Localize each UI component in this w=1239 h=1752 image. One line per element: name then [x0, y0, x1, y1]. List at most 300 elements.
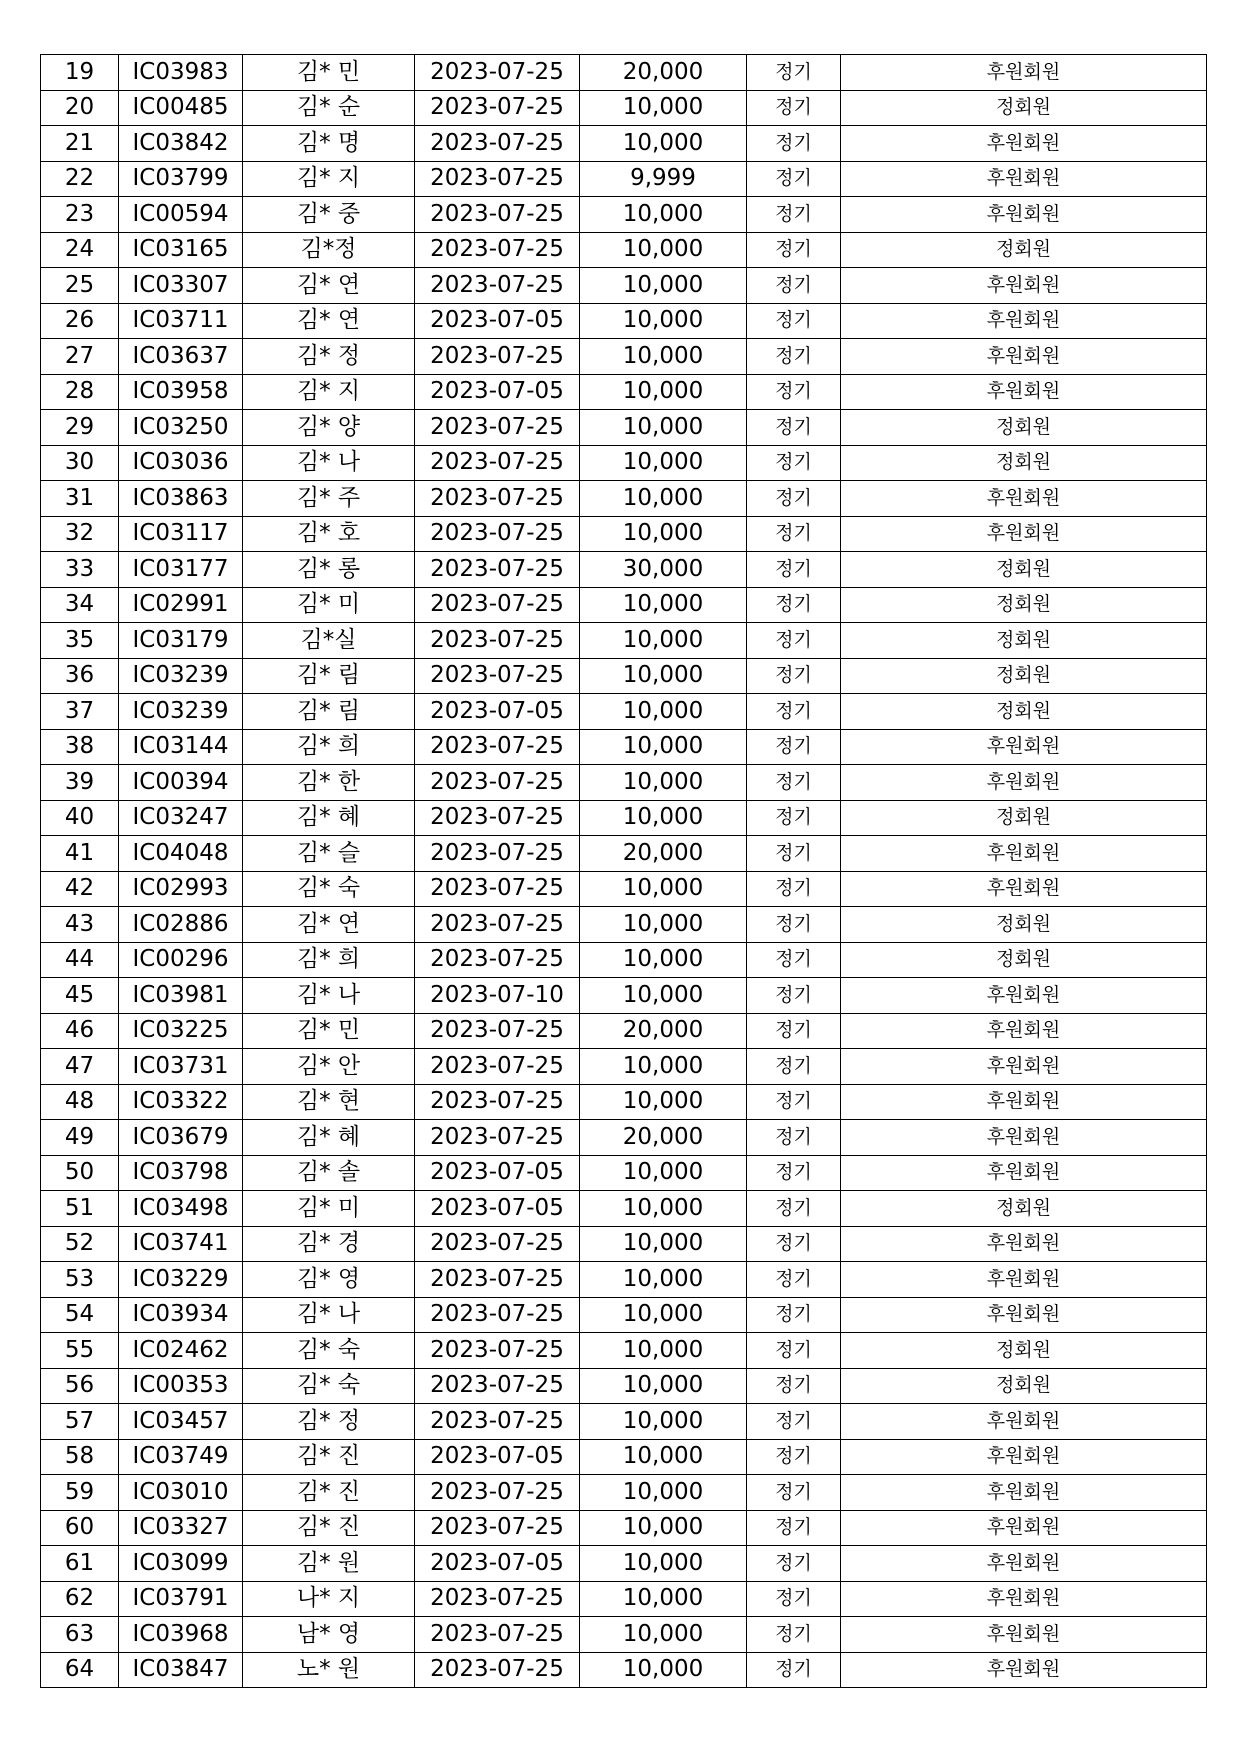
member-category-cell: 정회원	[841, 410, 1207, 446]
table-row	[41, 1617, 1207, 1653]
member-category-cell: 후원회원	[841, 1510, 1207, 1546]
member-category-cell: 후원회원	[841, 55, 1207, 91]
row-number-cell: 42	[41, 871, 119, 907]
member-name-cell: 김* 순	[243, 90, 415, 126]
member-name-cell: 김* 경	[243, 1226, 415, 1262]
row-number-cell: 25	[41, 268, 119, 304]
row-number-cell: 34	[41, 587, 119, 623]
table-row	[41, 481, 1207, 517]
payment-date-cell: 2023-07-05	[415, 1191, 580, 1227]
member-id-cell: IC03099	[119, 1546, 243, 1582]
member-name-cell: 김* 미	[243, 1191, 415, 1227]
member-id-cell: IC03322	[119, 1084, 243, 1120]
table-row	[41, 907, 1207, 943]
member-name-cell: 김* 혜	[243, 1120, 415, 1156]
row-number-cell: 30	[41, 445, 119, 481]
member-category-cell: 후원회원	[841, 1581, 1207, 1617]
member-name-cell: 김* 숙	[243, 1333, 415, 1369]
amount-cell: 10,000	[580, 516, 747, 552]
amount-cell: 10,000	[580, 1262, 747, 1298]
row-number-cell: 39	[41, 765, 119, 801]
payment-date-cell: 2023-07-25	[415, 942, 580, 978]
donation-type-cell: 정기	[747, 552, 841, 588]
member-id-cell: IC03327	[119, 1510, 243, 1546]
payment-date-cell: 2023-07-25	[415, 1262, 580, 1298]
table-row	[41, 1510, 1207, 1546]
donation-type-cell: 정기	[747, 410, 841, 446]
member-id-cell: IC03799	[119, 161, 243, 197]
amount-cell: 10,000	[580, 410, 747, 446]
table-row	[41, 303, 1207, 339]
member-category-cell: 후원회원	[841, 197, 1207, 233]
row-number-cell: 57	[41, 1404, 119, 1440]
payment-date-cell: 2023-07-25	[415, 232, 580, 268]
donation-type-cell: 정기	[747, 232, 841, 268]
table-row	[41, 1191, 1207, 1227]
payment-date-cell: 2023-07-25	[415, 445, 580, 481]
payment-date-cell: 2023-07-25	[415, 1617, 580, 1653]
donation-type-cell: 정기	[747, 694, 841, 730]
table-row	[41, 90, 1207, 126]
member-category-cell: 후원회원	[841, 836, 1207, 872]
amount-cell: 10,000	[580, 445, 747, 481]
table-row	[41, 1049, 1207, 1085]
donation-type-cell: 정기	[747, 587, 841, 623]
table-row	[41, 126, 1207, 162]
row-number-cell: 47	[41, 1049, 119, 1085]
table-row	[41, 1297, 1207, 1333]
donation-type-cell: 정기	[747, 1049, 841, 1085]
row-number-cell: 38	[41, 729, 119, 765]
member-name-cell: 김* 연	[243, 303, 415, 339]
table-row	[41, 410, 1207, 446]
amount-cell: 10,000	[580, 1439, 747, 1475]
amount-cell: 10,000	[580, 126, 747, 162]
payment-date-cell: 2023-07-25	[415, 1084, 580, 1120]
payment-date-cell: 2023-07-05	[415, 374, 580, 410]
payment-date-cell: 2023-07-25	[415, 552, 580, 588]
table-row	[41, 694, 1207, 730]
table-row	[41, 339, 1207, 375]
member-id-cell: IC03863	[119, 481, 243, 517]
amount-cell: 10,000	[580, 978, 747, 1014]
member-name-cell: 김* 숙	[243, 1368, 415, 1404]
member-name-cell: 김* 솔	[243, 1155, 415, 1191]
member-id-cell: IC03117	[119, 516, 243, 552]
member-category-cell: 정회원	[841, 1333, 1207, 1369]
payment-date-cell: 2023-07-25	[415, 1510, 580, 1546]
table-row	[41, 55, 1207, 91]
amount-cell: 10,000	[580, 587, 747, 623]
payment-date-cell: 2023-07-25	[415, 161, 580, 197]
member-name-cell: 김* 정	[243, 1404, 415, 1440]
amount-cell: 10,000	[580, 1226, 747, 1262]
table-row	[41, 161, 1207, 197]
donation-type-cell: 정기	[747, 871, 841, 907]
amount-cell: 10,000	[580, 481, 747, 517]
payment-date-cell: 2023-07-05	[415, 1439, 580, 1475]
payment-date-cell: 2023-07-25	[415, 126, 580, 162]
member-name-cell: 김* 원	[243, 1546, 415, 1582]
payment-date-cell: 2023-07-25	[415, 268, 580, 304]
member-id-cell: IC03165	[119, 232, 243, 268]
row-number-cell: 58	[41, 1439, 119, 1475]
row-number-cell: 26	[41, 303, 119, 339]
amount-cell: 10,000	[580, 1581, 747, 1617]
member-name-cell: 김*정	[243, 232, 415, 268]
row-number-cell: 43	[41, 907, 119, 943]
amount-cell: 10,000	[580, 1546, 747, 1582]
member-name-cell: 김* 나	[243, 445, 415, 481]
member-category-cell: 후원회원	[841, 1049, 1207, 1085]
payment-date-cell: 2023-07-05	[415, 1155, 580, 1191]
member-id-cell: IC00394	[119, 765, 243, 801]
table-row	[41, 1546, 1207, 1582]
amount-cell: 10,000	[580, 1084, 747, 1120]
row-number-cell: 51	[41, 1191, 119, 1227]
row-number-cell: 41	[41, 836, 119, 872]
member-category-cell: 정회원	[841, 658, 1207, 694]
member-category-cell: 정회원	[841, 1368, 1207, 1404]
member-id-cell: IC03229	[119, 1262, 243, 1298]
table-row	[41, 1439, 1207, 1475]
amount-cell: 10,000	[580, 1155, 747, 1191]
table-row	[41, 765, 1207, 801]
payment-date-cell: 2023-07-25	[415, 765, 580, 801]
amount-cell: 10,000	[580, 232, 747, 268]
member-name-cell: 김* 진	[243, 1439, 415, 1475]
member-name-cell: 김* 지	[243, 161, 415, 197]
table-row	[41, 552, 1207, 588]
table-row	[41, 1368, 1207, 1404]
amount-cell: 9,999	[580, 161, 747, 197]
row-number-cell: 22	[41, 161, 119, 197]
member-id-cell: IC03983	[119, 55, 243, 91]
member-id-cell: IC03731	[119, 1049, 243, 1085]
member-category-cell: 후원회원	[841, 161, 1207, 197]
row-number-cell: 35	[41, 623, 119, 659]
donation-type-cell: 정기	[747, 1368, 841, 1404]
table-row	[41, 871, 1207, 907]
payment-date-cell: 2023-07-25	[415, 1404, 580, 1440]
member-category-cell: 후원회원	[841, 1475, 1207, 1511]
member-id-cell: IC03798	[119, 1155, 243, 1191]
member-category-cell: 정회원	[841, 800, 1207, 836]
member-name-cell: 김* 진	[243, 1510, 415, 1546]
member-name-cell: 김* 민	[243, 1013, 415, 1049]
donation-type-cell: 정기	[747, 800, 841, 836]
amount-cell: 10,000	[580, 694, 747, 730]
member-category-cell: 후원회원	[841, 126, 1207, 162]
payment-date-cell: 2023-07-25	[415, 197, 580, 233]
amount-cell: 20,000	[580, 836, 747, 872]
table-row	[41, 374, 1207, 410]
row-number-cell: 19	[41, 55, 119, 91]
amount-cell: 10,000	[580, 623, 747, 659]
table-row	[41, 232, 1207, 268]
table-row	[41, 1120, 1207, 1156]
donation-type-cell: 정기	[747, 729, 841, 765]
donation-type-cell: 정기	[747, 481, 841, 517]
amount-cell: 10,000	[580, 1191, 747, 1227]
donation-type-cell: 정기	[747, 1439, 841, 1475]
member-id-cell: IC04048	[119, 836, 243, 872]
donation-type-cell: 정기	[747, 765, 841, 801]
member-name-cell: 김* 민	[243, 55, 415, 91]
table-row	[41, 1581, 1207, 1617]
member-category-cell: 정회원	[841, 907, 1207, 943]
member-id-cell: IC03179	[119, 623, 243, 659]
row-number-cell: 27	[41, 339, 119, 375]
member-category-cell: 후원회원	[841, 1155, 1207, 1191]
row-number-cell: 61	[41, 1546, 119, 1582]
member-id-cell: IC03247	[119, 800, 243, 836]
donation-type-cell: 정기	[747, 1510, 841, 1546]
row-number-cell: 59	[41, 1475, 119, 1511]
table-row	[41, 1013, 1207, 1049]
member-id-cell: IC02991	[119, 587, 243, 623]
row-number-cell: 62	[41, 1581, 119, 1617]
row-number-cell: 53	[41, 1262, 119, 1298]
member-id-cell: IC03498	[119, 1191, 243, 1227]
member-category-cell: 후원회원	[841, 1652, 1207, 1688]
donation-type-cell: 정기	[747, 1617, 841, 1653]
table-row	[41, 800, 1207, 836]
member-id-cell: IC03749	[119, 1439, 243, 1475]
member-category-cell: 후원회원	[841, 1120, 1207, 1156]
amount-cell: 10,000	[580, 1368, 747, 1404]
payment-date-cell: 2023-07-25	[415, 836, 580, 872]
amount-cell: 20,000	[580, 55, 747, 91]
row-number-cell: 48	[41, 1084, 119, 1120]
amount-cell: 10,000	[580, 1404, 747, 1440]
payment-date-cell: 2023-07-25	[415, 729, 580, 765]
member-category-cell: 정회원	[841, 623, 1207, 659]
amount-cell: 10,000	[580, 1297, 747, 1333]
payment-date-cell: 2023-07-25	[415, 1333, 580, 1369]
member-name-cell: 김* 숙	[243, 871, 415, 907]
member-category-cell: 후원회원	[841, 1084, 1207, 1120]
member-id-cell: IC03842	[119, 126, 243, 162]
donation-type-cell: 정기	[747, 1120, 841, 1156]
member-category-cell: 후원회원	[841, 268, 1207, 304]
row-number-cell: 50	[41, 1155, 119, 1191]
member-category-cell: 후원회원	[841, 516, 1207, 552]
member-id-cell: IC03791	[119, 1581, 243, 1617]
member-category-cell: 정회원	[841, 1191, 1207, 1227]
member-id-cell: IC03225	[119, 1013, 243, 1049]
donation-type-cell: 정기	[747, 1262, 841, 1298]
member-name-cell: 김* 희	[243, 729, 415, 765]
member-name-cell: 김* 혜	[243, 800, 415, 836]
payment-date-cell: 2023-07-25	[415, 410, 580, 446]
donation-type-cell: 정기	[747, 1084, 841, 1120]
table-row	[41, 516, 1207, 552]
row-number-cell: 46	[41, 1013, 119, 1049]
payment-date-cell: 2023-07-25	[415, 1368, 580, 1404]
member-id-cell: IC03981	[119, 978, 243, 1014]
row-number-cell: 24	[41, 232, 119, 268]
member-id-cell: IC03177	[119, 552, 243, 588]
payment-date-cell: 2023-07-25	[415, 1226, 580, 1262]
member-category-cell: 후원회원	[841, 978, 1207, 1014]
member-name-cell: 김* 중	[243, 197, 415, 233]
payment-date-cell: 2023-07-25	[415, 55, 580, 91]
payment-date-cell: 2023-07-25	[415, 90, 580, 126]
donation-type-cell: 정기	[747, 907, 841, 943]
member-name-cell: 김* 희	[243, 942, 415, 978]
payment-date-cell: 2023-07-25	[415, 907, 580, 943]
row-number-cell: 20	[41, 90, 119, 126]
member-category-cell: 정회원	[841, 445, 1207, 481]
member-category-cell: 후원회원	[841, 339, 1207, 375]
donation-type-cell: 정기	[747, 1013, 841, 1049]
row-number-cell: 28	[41, 374, 119, 410]
row-number-cell: 21	[41, 126, 119, 162]
payment-date-cell: 2023-07-25	[415, 1475, 580, 1511]
member-name-cell: 김* 현	[243, 1084, 415, 1120]
member-id-cell: IC00485	[119, 90, 243, 126]
donation-type-cell: 정기	[747, 1581, 841, 1617]
amount-cell: 10,000	[580, 374, 747, 410]
amount-cell: 10,000	[580, 658, 747, 694]
document-page	[40, 54, 1206, 1688]
member-name-cell: 김* 슬	[243, 836, 415, 872]
table-row	[41, 729, 1207, 765]
donation-type-cell: 정기	[747, 623, 841, 659]
payment-date-cell: 2023-07-25	[415, 339, 580, 375]
table-row	[41, 1084, 1207, 1120]
table-row	[41, 268, 1207, 304]
member-id-cell: IC03036	[119, 445, 243, 481]
member-id-cell: IC03250	[119, 410, 243, 446]
amount-cell: 20,000	[580, 1120, 747, 1156]
member-id-cell: IC03010	[119, 1475, 243, 1511]
member-id-cell: IC00594	[119, 197, 243, 233]
donation-type-cell: 정기	[747, 1155, 841, 1191]
donation-type-cell: 정기	[747, 978, 841, 1014]
donation-type-cell: 정기	[747, 1404, 841, 1440]
table-row	[41, 836, 1207, 872]
row-number-cell: 44	[41, 942, 119, 978]
donation-type-cell: 정기	[747, 1191, 841, 1227]
table-row	[41, 942, 1207, 978]
member-id-cell: IC00353	[119, 1368, 243, 1404]
payment-date-cell: 2023-07-05	[415, 694, 580, 730]
donation-type-cell: 정기	[747, 161, 841, 197]
member-category-cell: 후원회원	[841, 481, 1207, 517]
row-number-cell: 36	[41, 658, 119, 694]
row-number-cell: 29	[41, 410, 119, 446]
member-category-cell: 후원회원	[841, 1013, 1207, 1049]
donation-type-cell: 정기	[747, 1226, 841, 1262]
member-category-cell: 후원회원	[841, 1226, 1207, 1262]
member-category-cell: 후원회원	[841, 1404, 1207, 1440]
payment-date-cell: 2023-07-25	[415, 1652, 580, 1688]
amount-cell: 10,000	[580, 1510, 747, 1546]
table-row	[41, 978, 1207, 1014]
table-row	[41, 197, 1207, 233]
row-number-cell: 33	[41, 552, 119, 588]
member-name-cell: 김* 진	[243, 1475, 415, 1511]
table-row	[41, 1475, 1207, 1511]
member-id-cell: IC03307	[119, 268, 243, 304]
member-category-cell: 후원회원	[841, 729, 1207, 765]
donation-type-cell: 정기	[747, 1475, 841, 1511]
payment-date-cell: 2023-07-25	[415, 1297, 580, 1333]
donation-type-cell: 정기	[747, 374, 841, 410]
member-id-cell: IC02993	[119, 871, 243, 907]
donation-type-cell: 정기	[747, 303, 841, 339]
table-row	[41, 1404, 1207, 1440]
member-category-cell: 후원회원	[841, 1297, 1207, 1333]
donation-type-cell: 정기	[747, 197, 841, 233]
member-id-cell: IC03144	[119, 729, 243, 765]
amount-cell: 10,000	[580, 800, 747, 836]
member-name-cell: 김* 미	[243, 587, 415, 623]
row-number-cell: 64	[41, 1652, 119, 1688]
donation-type-cell: 정기	[747, 445, 841, 481]
amount-cell: 10,000	[580, 90, 747, 126]
member-name-cell: 김* 한	[243, 765, 415, 801]
member-id-cell: IC03741	[119, 1226, 243, 1262]
amount-cell: 10,000	[580, 1652, 747, 1688]
member-id-cell: IC03239	[119, 694, 243, 730]
amount-cell: 10,000	[580, 1475, 747, 1511]
member-id-cell: IC02886	[119, 907, 243, 943]
payment-date-cell: 2023-07-25	[415, 1581, 580, 1617]
member-category-cell: 정회원	[841, 552, 1207, 588]
member-name-cell: 나* 지	[243, 1581, 415, 1617]
member-id-cell: IC03934	[119, 1297, 243, 1333]
payment-date-cell: 2023-07-25	[415, 481, 580, 517]
row-number-cell: 23	[41, 197, 119, 233]
amount-cell: 10,000	[580, 729, 747, 765]
amount-cell: 10,000	[580, 765, 747, 801]
member-category-cell: 정회원	[841, 90, 1207, 126]
row-number-cell: 56	[41, 1368, 119, 1404]
donation-type-cell: 정기	[747, 268, 841, 304]
member-name-cell: 김* 주	[243, 481, 415, 517]
member-name-cell: 김* 정	[243, 339, 415, 375]
donation-table	[40, 54, 1207, 1688]
donation-type-cell: 정기	[747, 836, 841, 872]
row-number-cell: 55	[41, 1333, 119, 1369]
member-category-cell: 후원회원	[841, 374, 1207, 410]
table-body	[41, 55, 1207, 1688]
member-name-cell: 노* 원	[243, 1652, 415, 1688]
amount-cell: 10,000	[580, 197, 747, 233]
member-id-cell: IC03968	[119, 1617, 243, 1653]
table-row	[41, 1652, 1207, 1688]
amount-cell: 10,000	[580, 303, 747, 339]
row-number-cell: 49	[41, 1120, 119, 1156]
member-category-cell: 정회원	[841, 587, 1207, 623]
amount-cell: 10,000	[580, 907, 747, 943]
member-id-cell: IC03679	[119, 1120, 243, 1156]
donation-type-cell: 정기	[747, 516, 841, 552]
member-name-cell: 김* 연	[243, 907, 415, 943]
payment-date-cell: 2023-07-25	[415, 587, 580, 623]
row-number-cell: 60	[41, 1510, 119, 1546]
payment-date-cell: 2023-07-25	[415, 658, 580, 694]
member-category-cell: 정회원	[841, 942, 1207, 978]
member-name-cell: 김*실	[243, 623, 415, 659]
table-row	[41, 587, 1207, 623]
member-category-cell: 후원회원	[841, 765, 1207, 801]
amount-cell: 10,000	[580, 942, 747, 978]
member-category-cell: 정회원	[841, 232, 1207, 268]
